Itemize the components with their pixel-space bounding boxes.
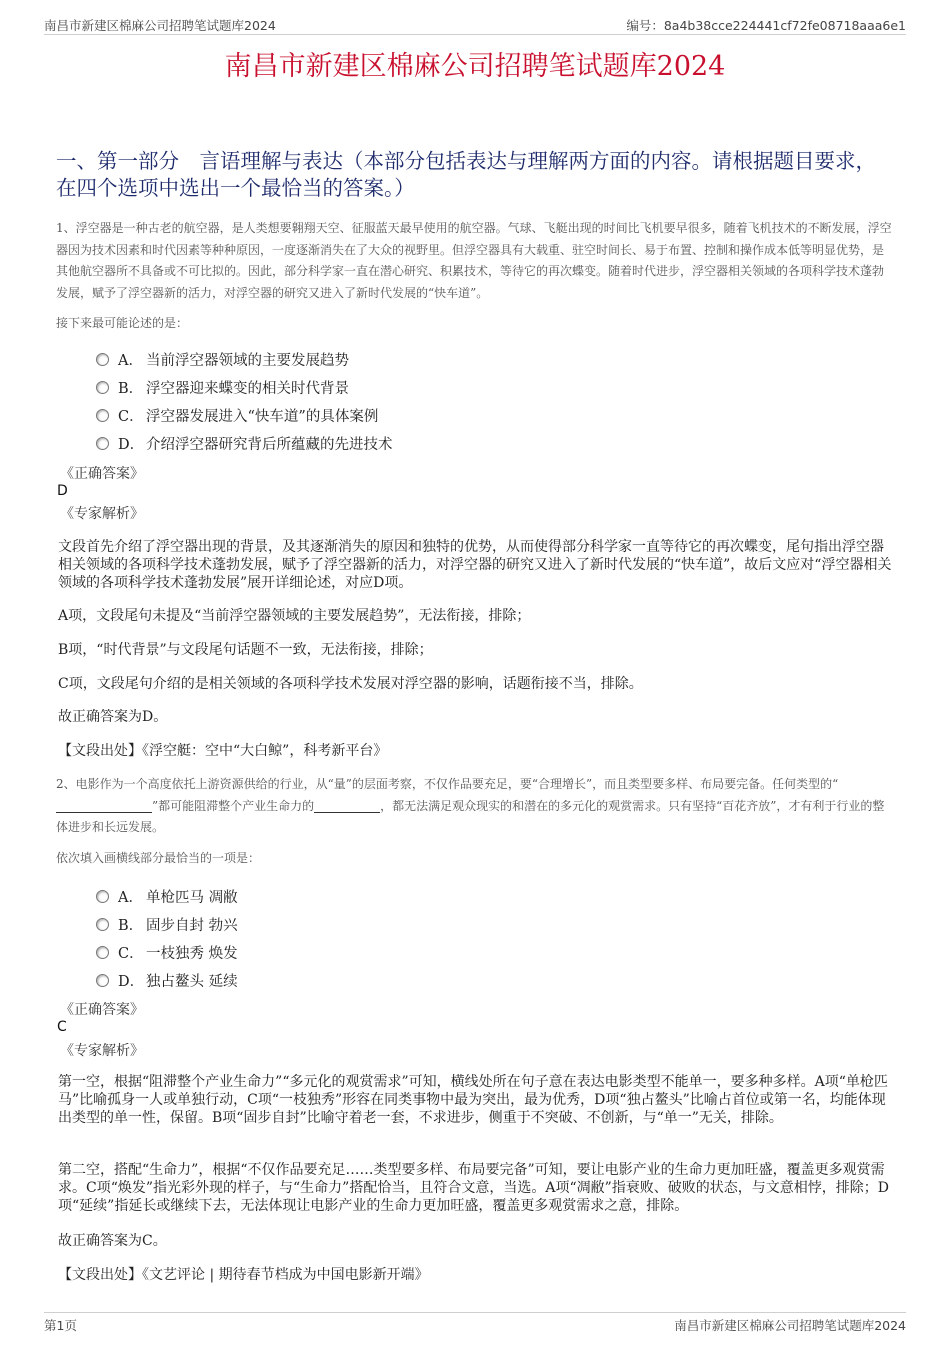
radio-button-icon[interactable] — [96, 381, 109, 394]
question-1-prompt: 接下来最可能论述的是： — [56, 316, 189, 330]
radio-button-icon[interactable] — [96, 946, 109, 959]
radio-button-icon[interactable] — [96, 918, 109, 931]
question-1-stem: 1、浮空器是一种古老的航空器，是人类想要翱翔天空、征服蓝天最早使用的航空器。气球、飞艇出现的时间比飞机要早很多，随着飞机技术的不断发展，浮空器因为技术因素和时代因素等种种原因，一度逐渐消失在了大众的视野里。但浮空器具有大载重、驻空时间长、易于布置、控制和操作成本低等明显优势，是其他航空器所不具备或不可比拟的。因此，部分科学家一直在潜心研究、积累技术，等待它的再次蝶变。随着时代进步，浮空器相关领域的各项科学技术蓬勃发展，赋予了浮空器新的活力，对浮空器的研究又进入了新时代发展的“快车道”。 — [56, 221, 892, 300]
q2-analysis-paragraph: 故正确答案为C。 — [58, 1233, 167, 1249]
page-header — [44, 14, 906, 35]
header-doc-name: 南昌市新建区棉麻公司招聘笔试题库2024 — [44, 18, 276, 33]
q2-answer-label: 《正确答案》 — [60, 1002, 144, 1018]
q1-analysis-paragraph: B项，“时代背景”与文段尾句话题不一致，无法衔接，排除； — [58, 642, 433, 658]
footer-doc-name: 南昌市新建区棉麻公司招聘笔试题库2024 — [674, 1318, 906, 1333]
radio-button-icon[interactable] — [96, 437, 109, 450]
page-number: 第1页 — [44, 1318, 77, 1333]
q2-analysis-paragraph: 第一空，根据“阻滞整个产业生命力”“多元化的观赏需求”可知，横线处所在句子意在表达电影类型不能单一，要多种多样。A项“单枪匹马”比喻孤身一人或单独行动，C项“一枝独秀”形容在同类事物中最为突出，最为优秀，D项“独占鳌头”比喻占首位或第一名，均能体现出类型的单一性，保留。B项“固步自封”比喻守着老一套，不求进步，侧重于不突破、不创新，与“单一”无关，排除。 — [58, 1074, 888, 1126]
q1-analysis-paragraph: 故正确答案为D。 — [58, 709, 168, 725]
q1-analysis-paragraph: C项，文段尾句介绍的是相关领域的各项科学技术发展对浮空器的影响，话题衔接不当，排除。 — [58, 676, 643, 692]
q1-analysis-paragraph: A项，文段尾句未提及“当前浮空器领域的主要发展趋势”，无法衔接，排除； — [58, 608, 531, 624]
radio-button-icon[interactable] — [96, 409, 109, 422]
section-heading: 一、第一部分 言语理解与表达（本部分包括表达与理解两方面的内容。请根据题目要求，在四个选项中选出一个最恰当的答案。） — [56, 149, 876, 200]
fill-blank-2 — [314, 798, 380, 813]
q1-analysis-label: 《专家解析》 — [60, 506, 144, 522]
fill-blank-1 — [56, 798, 152, 813]
q2-answer: C — [57, 1019, 67, 1035]
q1-answer: D — [57, 483, 68, 499]
header-doc-id: 编号：8a4b38cce224441cf72fe08718aaa6e1 — [626, 18, 906, 33]
radio-button-icon[interactable] — [96, 890, 109, 903]
page-footer — [44, 1312, 906, 1335]
q1-source: 【文段出处】《浮空艇：空中“大白鲸”，科考新平台》 — [58, 743, 388, 759]
question-2-stem: 2、电影作为一个高度依托上游资源供给的行业，从“量”的层面考察，不仅作品要充足，要“合理增长”，而且类型要多样、布局要完备。任何类型的“”都可能阻滞整个产业生命力的 ，都无法满足观众现实的和潜在的多元化的观赏需求。只有坚持“百花齐放”，才有利于行业的整体进步和长远发展。 — [56, 777, 885, 834]
q2-source: 【文段出处】《文艺评论 | 期待春节档成为中国电影新开端》 — [58, 1267, 429, 1283]
q1-analysis-paragraph: 文段首先介绍了浮空器出现的背景，及其逐渐消失的原因和独特的优势，从而使得部分科学家一直等待它的再次蝶变，尾句指出浮空器相关领域的各项科学技术蓬勃发展，赋予了浮空器新的活力，对浮空器的研究又进入了新时代发展的“快车道”，故后文应对“浮空器相关领域的各项科学技术蓬勃发展”展开详细论述，对应D项。 — [58, 539, 892, 591]
q1-answer-label: 《正确答案》 — [60, 466, 144, 482]
radio-button-icon[interactable] — [96, 353, 109, 366]
question-2-prompt: 依次填入画横线部分最恰当的一项是： — [56, 851, 261, 865]
q2-analysis-label: 《专家解析》 — [60, 1043, 144, 1059]
radio-button-icon[interactable] — [96, 974, 109, 987]
document-title: 南昌市新建区棉麻公司招聘笔试题库2024 — [224, 51, 726, 82]
q2-analysis-paragraph: 第二空，搭配“生命力”，根据“不仅作品要充足……类型要多样、布局要完备”可知，要让电影产业的生命力更加旺盛，覆盖更多观赏需求。C项“焕发”指光彩外现的样子，与“生命力”搭配恰当，且符合文意，当选。A项“凋敝”指衰败、破败的状态，与文意相悖，排除；D项“延续”指延长或继续下去，无法体现让电影产业的生命力更加旺盛，覆盖更多观赏需求之意，排除。 — [58, 1162, 889, 1214]
